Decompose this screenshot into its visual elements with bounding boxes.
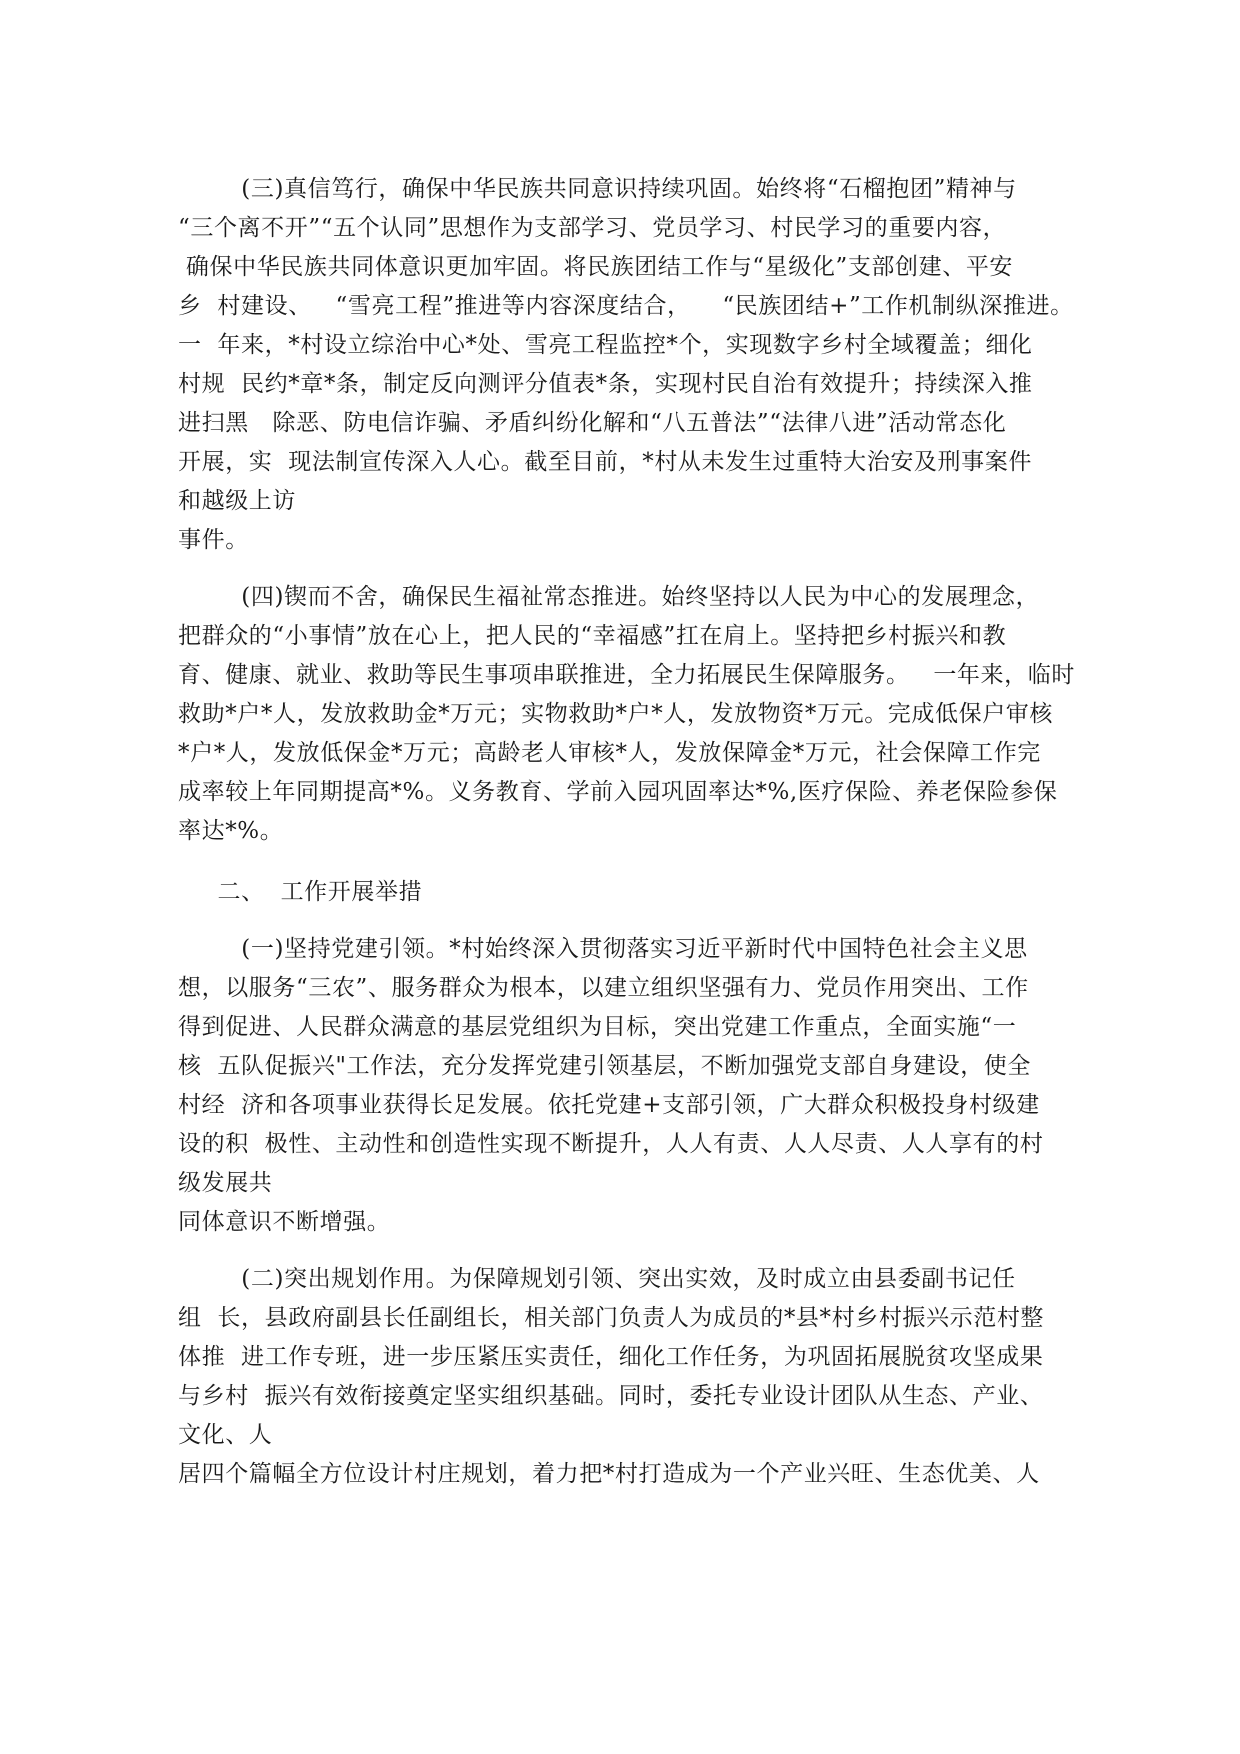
text-line: 同体意识不断增强。 (178, 1209, 391, 1235)
text-line: (三)真信笃行，确保中华民族共同意识持续巩固。始终将“石榴抱团”精神与 (178, 176, 1017, 202)
text-line: 核 五队促振兴"工作法，充分发挥党建引领基层，不断加强党支部自身建设，使全 (178, 1053, 1032, 1079)
text-line: 与乡村 振兴有效衔接奠定坚实组织基础。同时，委托专业设计团队从生态、产业、 (178, 1383, 1044, 1409)
paragraph-section-3 (178, 170, 1098, 560)
text-line: 得到促进、人民群众满意的基层党组织为目标，突出党建工作重点，全面实施“一 (178, 1014, 1017, 1040)
paragraph-section-4 (178, 578, 1098, 851)
text-line: 把群众的“小事情”放在心上，把人民的“幸福感”扛在肩上。坚持把乡村振兴和教 (178, 623, 1007, 649)
text-line: 成率较上年同期提高*%。义务教育、学前入园巩固率达*%,医疗保险、养老保险参保 (178, 779, 1058, 805)
text-line: (一)坚持党建引领。*村始终深入贯彻落实习近平新时代中国特色社会主义思 (178, 936, 1028, 962)
text-line: 体推 进工作专班，进一步压紧压实责任，细化工作任务，为巩固拓展脱贫攻坚成果 (178, 1344, 1044, 1370)
document-body (178, 170, 1098, 1494)
text-line: 想，以服务“三农”、服务群众为根本，以建立组织坚强有力、党员作用突出、工作 (178, 975, 1029, 1001)
text-line: 居四个篇幅全方位设计村庄规划，着力把*村打造成为一个产业兴旺、生态优美、人 (178, 1461, 1040, 1487)
text-line: (二)突出规划作用。为保障规划引领、突出实效，及时成立由县委副书记任 (178, 1266, 1016, 1292)
text-line: 救助*户*人，发放救助金*万元；实物救助*户*人，发放物资*万元。完成低保户审核 (178, 701, 1053, 727)
text-line: 事件。 (178, 527, 249, 553)
text-line: 设的积 极性、主动性和创造性实现不断提升，人人有责、人人尽责、人人享有的村 (178, 1131, 1044, 1157)
text-line: 乡 村建设、 “雪亮工程”推进等内容深度结合， “民族团结+”工作机制纵深推进。 (178, 293, 1074, 319)
text-line: 级发展共 (178, 1170, 273, 1196)
text-line: 确保中华民族共同体意识更加牢固。将民族团结工作与“星级化”支部创建、平安 (178, 254, 1014, 280)
section-heading: 二、 工作开展举措 (178, 879, 423, 905)
text-line: 进扫黑 除恶、防电信诈骗、矛盾纠纷化解和“八五普法”“法律八进”活动常态化 (178, 410, 1007, 436)
text-line: (四)锲而不舍，确保民生福祉常态推进。始终坚持以人民为中心的发展理念， (178, 584, 1040, 610)
text-line: 开展，实 现法制宣传深入人心。截至目前，*村从未发生过重特大治安及刑事案件 (178, 449, 1032, 475)
text-line: 文化、人 (178, 1422, 273, 1448)
text-line: 率达*%。 (178, 818, 284, 844)
text-line: 村规 民约*章*条，制定反向测评分值表*条，实现村民自治有效提升；持续深入推 (178, 371, 1033, 397)
paragraph-party-building (178, 930, 1098, 1242)
text-line: 村经 济和各项事业获得长足发展。依托党建+支部引领，广大群众积极投身村级建 (178, 1092, 1040, 1118)
text-line: “三个离不开”“五个认同”思想作为支部学习、党员学习、村民学习的重要内容， (178, 215, 1007, 241)
text-line: 育、健康、就业、救助等民生事项串联推进，全力拓展民生保障服务。 一年来，临时 (178, 662, 1075, 688)
text-line: 一 年来，*村设立综治中心*处、雪亮工程监控*个，实现数字乡村全域覆盖；细化 (178, 332, 1033, 358)
text-line: 组 长，县政府副县长任副组长，相关部门负责人为成员的*县*村乡村振兴示范村整 (178, 1305, 1045, 1331)
text-line: 和越级上访 (178, 488, 296, 514)
text-line: *户*人，发放低保金*万元；高龄老人审核*人，发放保障金*万元，社会保障工作完 (178, 740, 1041, 766)
paragraph-planning (178, 1260, 1098, 1494)
